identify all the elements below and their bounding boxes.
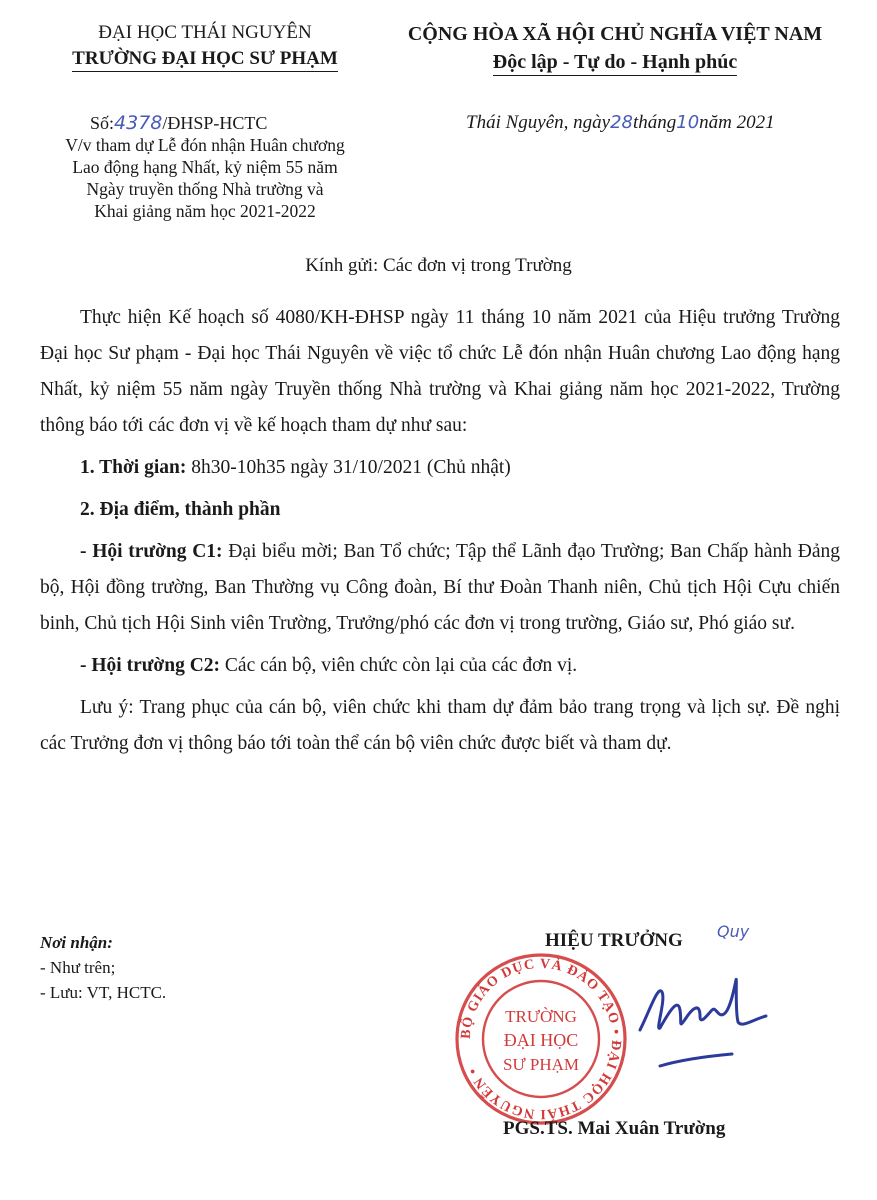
distribution-item: - Lưu: VT, HCTC.	[40, 983, 167, 1002]
issuer-block	[40, 20, 370, 72]
subject-line: Lao động hạng Nhất, kỷ niệm 55 năm	[72, 157, 338, 177]
distribution-list	[40, 930, 166, 1005]
national-motto: Độc lập - Tự do - Hạnh phúc	[493, 49, 737, 76]
subject-line: V/v tham dự Lễ đón nhận Huân chương	[65, 135, 345, 155]
document-number-suffix: /ĐHSP-HCTC	[162, 113, 268, 133]
document-body	[40, 300, 840, 762]
date-place: Thái Nguyên, ngày	[466, 112, 611, 133]
hall-c1-paragraph	[40, 534, 840, 642]
seal-line-1: TRƯỜNG	[505, 1007, 577, 1026]
document-number-handwritten: 4378	[114, 112, 163, 134]
seal-line-2: ĐẠI HỌC	[503, 1030, 579, 1050]
seal-ring-text: BỘ GIÁO DỤC VÀ ĐÀO TẠO • ĐẠI HỌC THÁI NGUYÊN •	[458, 956, 624, 1122]
handwritten-signature	[620, 970, 790, 1095]
time-item	[40, 450, 840, 486]
subject-block	[40, 134, 370, 222]
issuer-name: TRƯỜNG ĐẠI HỌC SƯ PHẠM	[72, 47, 338, 72]
note-paragraph: Lưu ý: Trang phục của cán bộ, viên chức khi tham dự đảm bảo trang trọng và lịch sự. Đề nghị các Trưởng đơn vị thông báo tới toàn thể cán bộ viên chức được biết và tham dự.	[40, 697, 840, 754]
date-year: năm 2021	[699, 112, 775, 133]
seal-line-3: SƯ PHẠM	[502, 1055, 580, 1074]
date-day-handwritten: 28	[610, 112, 633, 133]
document-number	[90, 112, 267, 134]
national-motto-block	[380, 20, 850, 76]
date-month-label: tháng	[632, 112, 677, 133]
subject-line: Khai giảng năm học 2021-2022	[94, 201, 316, 221]
official-seal-stamp	[452, 950, 630, 1133]
signer-title: HIỆU TRƯỞNG	[545, 930, 683, 951]
hall-c2-label: - Hội trường C2:	[80, 655, 221, 676]
parent-organization: ĐẠI HỌC THÁI NGUYÊN	[98, 22, 312, 43]
recipient-line: Kính gửi: Các đơn vị trong Trường	[305, 255, 572, 276]
national-title: CỘNG HÒA XÃ HỘI CHỦ NGHĨA VIỆT NAM	[407, 23, 823, 45]
signer-name: PGS.TS. Mai Xuân Trường	[503, 1118, 726, 1139]
intro-paragraph: Thực hiện Kế hoạch số 4080/KH-ĐHSP ngày 11 tháng 10 năm 2021 của Hiệu trưởng Trường Đại học Sư phạm - Đại học Thái Nguyên về việc tổ chức Lễ đón nhận Huân chương Lao động hạng Nhất, kỷ niệm 55 năm ngày Truyền thống Nhà trường và Khai giảng năm học 2021-2022, Trường thông báo tới các đơn vị về kế hoạch tham dự như sau:	[40, 307, 840, 436]
paraph-initials: Quy	[717, 922, 750, 941]
place-heading: 2. Địa điểm, thành phần	[80, 499, 281, 520]
date-month-handwritten: 10	[676, 112, 700, 133]
issue-date	[466, 112, 775, 134]
document-number-prefix: Số:	[90, 113, 115, 133]
time-value: 8h30-10h35 ngày 31/10/2021 (Chủ nhật)	[191, 457, 511, 478]
distribution-item: - Như trên;	[40, 958, 116, 977]
hall-c1-label: - Hội trường C1:	[80, 541, 223, 562]
time-label: 1. Thời gian:	[80, 457, 187, 478]
hall-c2-paragraph	[40, 648, 840, 684]
subject-line: Ngày truyền thống Nhà trường và	[86, 179, 324, 199]
hall-c2-text: Các cán bộ, viên chức còn lại của các đơn vị.	[224, 655, 578, 676]
distribution-title: Nơi nhận:	[40, 933, 113, 952]
hall-c1-text: Đại biểu mời; Ban Tổ chức; Tập thể Lãnh đạo Trường; Ban Chấp hành Đảng bộ, Hội đồng trường, Ban Thường vụ Công đoàn, Bí thư Đoàn Thanh niên, Chủ tịch Hội Cựu chiến binh, Chủ tịch Hội Sinh viên Trường, Trưởng/phó các đơn vị trong trường, Giáo sư, Phó giáo sư.	[40, 541, 840, 634]
